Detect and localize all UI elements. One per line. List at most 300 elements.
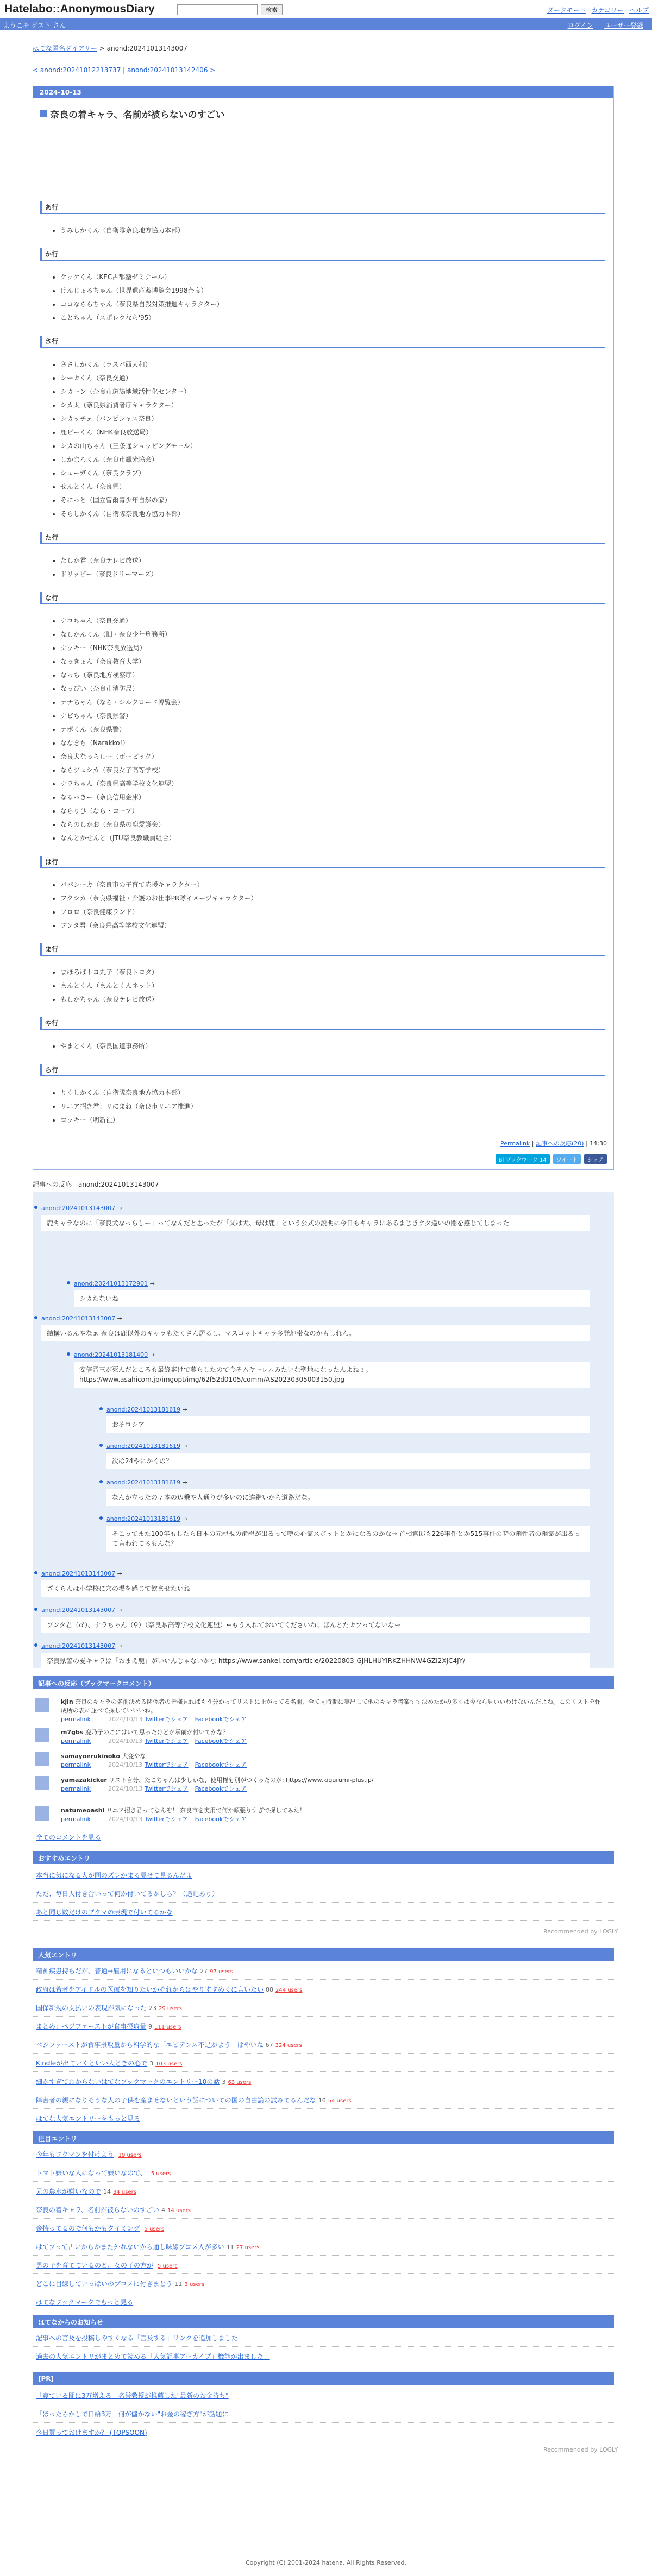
article-section: [40, 592, 605, 845]
pager-sep: |: [121, 66, 127, 74]
character-item: • ブンタ君（奈良県高等学校文化連盟）: [60, 919, 605, 933]
twitter-share-link[interactable]: Twitterでシェア: [144, 1816, 189, 1823]
breadcrumb: [33, 43, 187, 53]
character-item: • 鹿ピーくん（NHK奈良放送局）: [60, 426, 605, 439]
article-section: [40, 856, 605, 933]
divider: [33, 1979, 614, 1980]
users-count-link[interactable]: 3 users: [184, 2282, 204, 2288]
users-count-link[interactable]: 5 users: [158, 2263, 178, 2269]
reply-arrow-icon: →: [149, 1280, 155, 1288]
bookmark-actions: [61, 1715, 604, 1724]
reaction-body: 次は24やにかくの？: [106, 1453, 590, 1469]
bullet-icon: [34, 1608, 37, 1611]
character-item: • ナナちゃん（なら・シルクロード博覧会）: [60, 696, 605, 709]
search-button[interactable]: 検索: [261, 4, 283, 15]
bookmark-date: 2024/10/13: [108, 1737, 143, 1744]
bookmark-permalink[interactable]: permalink: [61, 1761, 91, 1768]
divider: [33, 2053, 614, 2054]
divider: [33, 2346, 614, 2347]
character-item: • シューガくん（奈良クラブ）: [60, 467, 605, 480]
tweet-button[interactable]: ツイート: [553, 1154, 581, 1164]
divider: [33, 2422, 614, 2423]
bookmark-user[interactable]: kjin: [61, 1698, 73, 1705]
entry-link[interactable]: 国保新規の支払いの表現が気になった: [36, 2004, 147, 2012]
attention-more-link[interactable]: はてなブックマークでもっと見る: [36, 2298, 134, 2306]
bullet-icon: [99, 1444, 103, 1447]
comment-count: 14: [103, 2188, 111, 2195]
reaction-body: 結構いるんやなぁ 奈良は鹿以外のキャラもたくさん居るし、マスコットキャラ多発地帯なのかもしれん。: [41, 1325, 590, 1341]
character-item: • フロロ（奈良健康ランド）: [60, 905, 605, 919]
reaction-link[interactable]: anond:20241013172901: [74, 1280, 148, 1288]
bullet-icon: [67, 1281, 70, 1284]
reply-arrow-icon: →: [117, 1642, 122, 1650]
bullet-icon: [99, 1480, 103, 1483]
reaction-item: [106, 1479, 590, 1506]
pager: [33, 66, 215, 74]
users-count-link[interactable]: 19 users: [118, 2152, 142, 2158]
character-item: • ナコちゃん（奈良交通）: [60, 614, 605, 628]
entry-link[interactable]: 細かすぎてわからないはてなブックマークのエントリー10の話: [36, 2078, 220, 2086]
bookmark-comment-text: リスト自分、たこちゃんは少しかな、使用権も別がつくったのが: https://www.kigurumi-plus.jp/: [109, 1777, 374, 1784]
entry-link[interactable]: 今年もブクマンを付けよう: [36, 2151, 114, 2158]
share-buttons: [496, 1154, 607, 1164]
reaction-item: [106, 1406, 590, 1433]
character-item: • けんじょるちゃん（世界遺産薬博覧会1998奈良）: [60, 284, 605, 298]
entry-link[interactable]: まとめ：ペジファーストが食事摂取量: [36, 2023, 147, 2030]
news-item[interactable]: 記事への言及を投稿しやすくなる「言及する」リンクを追加しました: [36, 2334, 238, 2342]
character-item: • シカーン（奈良市斑鳩地域活性化センター）: [60, 385, 605, 399]
bookmark-text: [61, 1752, 604, 1769]
bullet-icon: [99, 1516, 103, 1520]
entry-row: [36, 2187, 136, 2196]
bookmark-date: 2024/10/13: [108, 1785, 143, 1792]
bookmark-permalink[interactable]: permalink: [61, 1716, 91, 1723]
article-title: [40, 107, 613, 121]
character-item: • なっぴい（奈良市消防局）: [60, 682, 605, 696]
bookmark-date: 2024/10/13: [108, 1761, 143, 1768]
entry-row: [36, 2021, 181, 2031]
entry-row: [36, 2242, 260, 2251]
bookmark-comments-header: 記事への反応（ブックマークコメント）: [33, 1676, 614, 1689]
hatena-bookmark-button[interactable]: Bl ブックマーク 14: [496, 1154, 550, 1164]
avatar[interactable]: [35, 1776, 49, 1790]
comment-count: 3: [222, 2079, 226, 2086]
reaction-link[interactable]: anond:20241013143007: [41, 1606, 116, 1614]
reply-arrow-icon: →: [182, 1443, 187, 1450]
reply-arrow-icon: →: [117, 1606, 122, 1614]
character-item: • そにっと（国立曽爾青少年自然の家）: [60, 494, 605, 507]
users-count-link[interactable]: 54 users: [328, 2098, 352, 2104]
character-list: [40, 966, 605, 1006]
section-heading: や行: [40, 1017, 605, 1030]
divider: [33, 1920, 614, 1921]
character-list: [40, 1086, 605, 1127]
breadcrumb-sep: >: [97, 45, 107, 52]
section-heading: な行: [40, 592, 605, 604]
character-item: • シカ太（奈良県消費者庁キャラクター）: [60, 399, 605, 412]
bookmark-permalink[interactable]: permalink: [61, 1816, 91, 1823]
reaction-link[interactable]: anond:20241013143007: [41, 1570, 116, 1577]
comment-count: 11: [226, 2244, 234, 2251]
pr-item[interactable]: 今日買っておけますか？ (TOPSOON): [36, 2429, 147, 2436]
character-item: • ならジェシカ（奈良女子高等学校）: [60, 764, 605, 777]
reaction-item: [74, 1351, 590, 1388]
character-item: • ドリッピー（奈良ドリーマーズ）: [60, 568, 605, 581]
entry-row: [36, 2040, 302, 2049]
entry-link[interactable]: トマト嫌いな人になって嫌いなので、: [36, 2169, 147, 2177]
reaction-item: [106, 1515, 590, 1552]
bookmark-user[interactable]: yamazakicker: [61, 1777, 107, 1784]
bookmark-comment-text: 奈良のキャラの名前決める関係者の皆様見ればもう分かってリストに上がってる名前、全て同時期に実出して他のキャラ考案すす決めたかの多くは今なら見いいわけないんだよね。このリストを作成所の表に並べて探していいいね。: [61, 1698, 601, 1714]
reply-arrow-icon: →: [182, 1478, 187, 1486]
bookmark-comment-text: 大変やな: [122, 1753, 146, 1760]
bullet-icon: [34, 1571, 37, 1574]
avatar[interactable]: [35, 1806, 49, 1821]
news-header: はてなからのお知らせ: [33, 2315, 614, 2328]
popular-header: 人気エントリ: [33, 1948, 614, 1961]
section-heading: ら行: [40, 1064, 605, 1076]
character-item: • りくしかくん（自衛隊奈良地方協力本部）: [60, 1086, 605, 1100]
character-item: • しかまろくん（奈良市観光協会）: [60, 453, 605, 467]
character-item: • ナッキー（NHK奈良放送局）: [60, 641, 605, 655]
section-heading: か行: [40, 248, 605, 261]
character-item: • なしかんくん（旧・奈良少年刑務所）: [60, 628, 605, 641]
twitter-share-link[interactable]: Twitterでシェア: [144, 1716, 189, 1723]
bookmark-comment-text: 鹿乃子のこにはいて思ったけどが承前が付いてかな？: [85, 1729, 229, 1736]
section-heading: た行: [40, 532, 605, 544]
character-item: • なっきょん（奈良教育大学）: [60, 655, 605, 669]
recommend-item[interactable]: ただ、毎日人付き合いって何か付いてるかしら？（追記あり）: [36, 1890, 219, 1898]
entry-link[interactable]: 精神疾患持ちだが、普通→雇用になるといつもいいかな: [36, 1967, 198, 1975]
dark-mode-link[interactable]: ダークモード: [547, 7, 586, 14]
reaction-item: [41, 1642, 590, 1669]
article-meta: Permalink | 記事への反応(20) | 14:30: [500, 1140, 607, 1147]
character-item: • ケッケくん（KEC古都塾ゼミナール）: [60, 270, 605, 284]
bookmark-text: [61, 1728, 604, 1746]
reaction-item: [41, 1205, 590, 1231]
reaction-item: [41, 1570, 590, 1597]
entry-row: [36, 2168, 171, 2177]
character-list: [40, 614, 605, 845]
divider: [33, 2108, 614, 2109]
recommend-item[interactable]: 本当に気になる人が同のズレかまる見せて見るんだよ: [36, 1872, 193, 1879]
character-item: • ななきち（Narakko!）: [60, 736, 605, 750]
reply-arrow-icon: →: [117, 1205, 122, 1212]
facebook-share-link[interactable]: Facebookでシェア: [195, 1761, 247, 1768]
reaction-link[interactable]: anond:20241013181619: [106, 1478, 181, 1486]
facebook-share-link[interactable]: Facebookでシェア: [195, 1716, 247, 1723]
entry-row: [36, 2260, 178, 2270]
bookmark-date: 2024/10/13: [108, 1716, 143, 1723]
top-bar: [0, 0, 652, 18]
reply-arrow-icon: →: [182, 1515, 187, 1522]
news-item[interactable]: 過去の人気エントリがまとめて読める「人気記事アーカイブ」機能が出ました！: [36, 2353, 270, 2360]
entry-row: [36, 1985, 302, 1994]
reaction-item: [41, 1607, 590, 1633]
character-item: • フクシカ（奈良県福祉・介護のお仕事PR隊イメージキャラクター）: [60, 892, 605, 905]
reaction-link[interactable]: anond:20241013143007: [41, 1642, 116, 1650]
bookmark-actions: [61, 1785, 604, 1793]
comment-count: 23: [149, 2005, 157, 2012]
avatar[interactable]: [35, 1698, 49, 1712]
article-section: [40, 943, 605, 1006]
users-count-link[interactable]: 324 users: [275, 2043, 302, 2049]
reactions-title: 記事への反応 - anond:20241013143007: [33, 1181, 159, 1188]
article-section: [40, 1017, 605, 1053]
comment-count: 88: [266, 1986, 274, 1993]
article-section: [40, 532, 605, 581]
facebook-share-button[interactable]: シェア: [584, 1154, 607, 1164]
breadcrumb-home[interactable]: はてな匿名ダイアリー: [33, 45, 97, 52]
bookmark-user[interactable]: m7gbs: [61, 1729, 84, 1736]
recommend-credit: Recommended by LOGLY: [543, 1928, 618, 1935]
bullet-icon: [67, 1352, 70, 1356]
character-item: • ナラちゃん（奈良県高等学校文化連盟）: [60, 777, 605, 791]
prev-entry-link[interactable]: < anond:20241012213737: [33, 66, 121, 74]
entry-row: [36, 2205, 191, 2214]
reactions-box: [33, 1192, 614, 1668]
section-heading: あ行: [40, 201, 605, 214]
comment-count: 9: [148, 2023, 153, 2030]
avatar[interactable]: [35, 1728, 49, 1742]
divider: [33, 1902, 614, 1903]
character-item: • パパシーカ（奈良市の子育て応援キャラクター）: [60, 878, 605, 892]
reaction-body: 奈良県警の愛キャラは「おまえ鹿」がいいんじゃないかな https://www.sankei.com/article/20220803-GJHLHUYIRKZHHNW4GZI2XJC4JY/: [41, 1653, 590, 1669]
users-count-link[interactable]: 97 users: [210, 1969, 233, 1975]
bookmark-text: [61, 1806, 604, 1824]
character-item: • ナポくん（奈良県警）: [60, 723, 605, 736]
bookmark-actions: [61, 1815, 604, 1824]
bookmark-date: 2024/10/13: [108, 1816, 143, 1823]
avatar[interactable]: [35, 1752, 49, 1766]
help-link[interactable]: ヘルプ: [629, 7, 649, 14]
article-title-text: 奈良の着キャラ、名前が被らないのすごい: [50, 110, 225, 121]
divider: [33, 2273, 614, 2274]
reaction-body: ブンタ君（♂）、ナラちゃん（♀）（奈良県高等学校文化連盟）←もう入れておいてくださいね。ほんとたカプってないなー: [41, 1617, 590, 1633]
category-link[interactable]: カテゴリー: [591, 7, 624, 14]
character-list: [40, 1040, 605, 1053]
reaction-link[interactable]: anond:20241013143007: [41, 1205, 116, 1212]
reaction-item: [106, 1443, 590, 1469]
reaction-body: おそロシア: [106, 1416, 590, 1433]
divider: [33, 2071, 614, 2072]
comment-count: 27: [200, 1968, 208, 1975]
section-heading: さ行: [40, 336, 605, 348]
entry-link[interactable]: 奈良の着キャラ、名前が被らないのすごい: [36, 2206, 160, 2214]
reply-arrow-icon: →: [117, 1570, 122, 1577]
welcome-text: ようこそ ゲスト さん: [3, 22, 66, 29]
entry-row: [36, 2279, 204, 2288]
bookmark-comment-text: リニア招き君ってなんぞ！ 奈良市を実用で何か頑張りすぎで探してみた！: [106, 1807, 306, 1814]
reaction-body: 安倍晋三が死んだところも最終審けで暮らしたのて今そムヤーレムみたいな聖地になったんよねぇ。https://www.asahicom.jp/imgopt/img/62f52d0105/comm/AS20230305003150.jpg: [74, 1362, 590, 1388]
users-count-link[interactable]: 5 users: [144, 2226, 165, 2232]
character-item: • うみしかくん（自衛隊奈良地方協力本部）: [60, 224, 605, 237]
breadcrumb-current: anond:20241013143007: [106, 45, 188, 52]
character-list: [40, 270, 605, 325]
entry-link[interactable]: ベジファーストが食事摂取量から科学的な「エビデンス不足がよう」はやいね: [36, 2041, 264, 2049]
character-list: [40, 878, 605, 933]
entry-row: [36, 1966, 233, 1975]
comment-count: 3: [149, 2060, 154, 2067]
character-item: • せんとくん（奈良県）: [60, 480, 605, 494]
character-item: • たしか君（奈良テレビ放送）: [60, 554, 605, 568]
entry-link[interactable]: Kindleが出ていくといい人ときの心で: [36, 2059, 148, 2067]
reactions-section: [33, 1180, 614, 1668]
entry-link[interactable]: どこに目線していっぱいのブコメに付きまとう: [36, 2280, 173, 2288]
post-time: 14:30: [590, 1140, 607, 1147]
popular-more-link[interactable]: はてな人気エントリーをもっと見る: [36, 2115, 141, 2122]
recommend-header: おすすめエントリ: [33, 1851, 614, 1864]
register-link[interactable]: ユーザー登録: [604, 22, 643, 29]
search-input[interactable]: [177, 4, 258, 15]
entry-row: [36, 2077, 251, 2086]
entry-row: [36, 2058, 182, 2068]
top-links: [547, 5, 649, 15]
character-item: • そらしかくん（自衛隊奈良地方協力本部）: [60, 507, 605, 521]
character-item: • シカッチェ（パンピシャス奈良）: [60, 412, 605, 426]
reaction-link[interactable]: anond:20241013181400: [74, 1351, 148, 1358]
bookmark-permalink[interactable]: permalink: [61, 1785, 91, 1792]
entry-row: [36, 2224, 164, 2233]
refs-link[interactable]: 記事への反応(20): [536, 1140, 584, 1147]
users-count-link[interactable]: 63 users: [228, 2080, 252, 2086]
bullet-icon: [34, 1643, 37, 1647]
character-item: • なるっきー（奈良信用金庫）: [60, 791, 605, 804]
character-item: • もしかちゃん（奈良テレビ放送）: [60, 993, 605, 1006]
bullet-icon: [34, 1316, 37, 1319]
article-section: [40, 1064, 605, 1127]
reaction-body: なんか立ったの７本の辺乗や人通りが多いのに違継いから道路だな。: [106, 1489, 590, 1506]
entry-link[interactable]: 障害者の親になりそうな人の子供を産ませないという話についての国の自由論の試みてるんだな: [36, 2096, 316, 2104]
see-all-comments-link[interactable]: 全てのコメントを見る: [36, 1834, 102, 1841]
pr-credit: Recommended by LOGLY: [543, 2446, 618, 2453]
footer: Copyright (C) 2001-2024 hatena. All Rights Reserved.: [246, 2559, 406, 2566]
character-item: • ならのしかお（奈良県の鹿愛護会）: [60, 818, 605, 832]
entry-link[interactable]: 兄の農水が嫌いなので: [36, 2188, 102, 2195]
character-item: • まほろばトヨ丸子（奈良トヨタ）: [60, 966, 605, 979]
reaction-body: ざくらんは小学校に穴の場を感じて飲ませたいね: [41, 1580, 590, 1597]
article-date: 2024-10-13: [33, 86, 613, 98]
entry-row: [36, 2095, 352, 2105]
next-entry-link[interactable]: anond:20241013142406 >: [127, 66, 216, 74]
facebook-share-link[interactable]: Facebookでシェア: [195, 1737, 247, 1744]
character-item: • リニア招き君：リにまね（奈良市リニア推進）: [60, 1100, 605, 1113]
user-bar: [0, 18, 652, 30]
twitter-share-link[interactable]: Twitterでシェア: [144, 1737, 189, 1744]
reaction-body: 鹿キャラなのに「奈良犬なっらしー」ってなんだと思ったが「父は犬、母は鹿」という公式の説明に今日もキャラにあるまじきケタ違いの闇を感じてしまった: [41, 1215, 590, 1231]
entry-link[interactable]: 政府は若者をアイドルの医療を知りたいかそれからはやりすすめくに言いたい: [36, 1986, 264, 1993]
users-count-link[interactable]: 5 users: [151, 2171, 171, 2177]
character-item: • シーカくん（奈良交通）: [60, 371, 605, 385]
character-item: • 奈良犬なっらしー（ボーピック）: [60, 750, 605, 764]
entry-link[interactable]: はてブって古いからかまた外れないから通し味線ブコメ人が多い: [36, 2243, 224, 2251]
character-list: [40, 358, 605, 521]
users-count-link[interactable]: 14 users: [167, 2208, 191, 2214]
character-item: • なっち（奈良地方検察庁）: [60, 669, 605, 682]
users-count-link[interactable]: 29 users: [159, 2006, 182, 2012]
article-section: [40, 201, 605, 237]
section-heading: ま行: [40, 943, 605, 956]
bookmark-user[interactable]: samayoerukinoko: [61, 1753, 121, 1760]
divider: [33, 2016, 614, 2017]
site-logo[interactable]: Hatelabo::AnonymousDiary: [4, 3, 155, 15]
character-item: • ロッキー（明新社）: [60, 1113, 605, 1127]
character-item: • やまとくん（奈良国道事務所）: [60, 1040, 605, 1053]
bullet-icon: [34, 1206, 37, 1209]
facebook-share-link[interactable]: Facebookでシェア: [195, 1785, 247, 1792]
users-count-link[interactable]: 27 users: [236, 2245, 260, 2251]
bullet-icon: [99, 1407, 103, 1410]
attention-header: 注目エントリ: [33, 2131, 614, 2144]
users-count-link[interactable]: 103 users: [155, 2061, 183, 2067]
reaction-link[interactable]: anond:20241013181619: [106, 1406, 181, 1414]
reply-arrow-icon: →: [117, 1315, 122, 1322]
bookmark-actions: [61, 1761, 604, 1769]
character-item: • シカの山ちゃん（三条通ショッピングモール）: [60, 439, 605, 453]
users-count-link[interactable]: 244 users: [275, 1987, 303, 1993]
reaction-link[interactable]: anond:20241013181619: [106, 1443, 181, 1450]
bookmark-text: [61, 1776, 604, 1793]
pr-header: [PR]: [33, 2372, 614, 2385]
reaction-item: [74, 1280, 590, 1307]
character-item: • まんとくん（まんとくんネット）: [60, 979, 605, 993]
comment-count: 4: [161, 2207, 166, 2214]
recommend-item[interactable]: あと同じ数だけのブクマの表現で付いてるかな: [36, 1909, 173, 1916]
character-item: • なんとかせんと（JTU奈良教職員組合）: [60, 832, 605, 845]
reaction-link[interactable]: anond:20241013143007: [41, 1315, 116, 1322]
comment-count: 16: [318, 2097, 326, 2104]
comment-count: 67: [265, 2042, 273, 2049]
entry-link[interactable]: 金持ってるので何もかもタイミング: [36, 2225, 140, 2232]
pr-item[interactable]: 「寝ている間に3万増える」名誉教授が推薦した"最新のお金持ち": [36, 2392, 229, 2399]
character-item: • ささしかくん（ラスパ西大和）: [60, 358, 605, 371]
users-count-link[interactable]: 34 users: [113, 2189, 136, 2195]
reaction-link[interactable]: anond:20241013181619: [106, 1515, 181, 1522]
character-item: • ココなららちゃん（奈良県自殺対策推進キャラクター）: [60, 298, 605, 311]
character-list: [40, 224, 605, 237]
bookmark-permalink[interactable]: permalink: [61, 1737, 91, 1744]
article: [33, 86, 614, 1170]
section-heading: は行: [40, 856, 605, 868]
entry-link[interactable]: 男の子を育てているのと、女の子の方が: [36, 2262, 154, 2269]
login-link[interactable]: ログイン: [567, 22, 593, 29]
entry-row: [36, 2003, 182, 2012]
divider: [33, 2218, 614, 2219]
article-section: [40, 248, 605, 325]
bookmark-user[interactable]: natumeoashi: [61, 1807, 105, 1814]
pr-item[interactable]: 「ほったらかしで日給3万」何が儲かない"お金の稼ぎ方"が話題に: [36, 2410, 229, 2418]
users-count-link[interactable]: 111 users: [154, 2024, 181, 2030]
article-section: [40, 336, 605, 521]
permalink-link[interactable]: Permalink: [500, 1140, 530, 1147]
reply-arrow-icon: →: [149, 1351, 155, 1358]
bookmark-text: [61, 1698, 604, 1724]
comment-count: 11: [174, 2281, 183, 2288]
divider: [33, 2181, 614, 2182]
reaction-body: シカたないね: [74, 1290, 590, 1307]
divider: [33, 2255, 614, 2256]
twitter-share-link[interactable]: Twitterでシェア: [144, 1785, 189, 1792]
character-item: • ことちゃん（スポレクなら'95）: [60, 311, 605, 325]
reply-arrow-icon: →: [182, 1406, 187, 1414]
twitter-share-link[interactable]: Twitterでシェア: [144, 1761, 189, 1768]
facebook-share-link[interactable]: Facebookでシェア: [195, 1816, 247, 1823]
entry-row: [36, 2150, 142, 2159]
article-sections: [40, 201, 605, 1138]
character-list: [40, 554, 605, 581]
character-item: • ならりぴ（なら・コープ）: [60, 804, 605, 818]
user-links: [568, 21, 643, 30]
